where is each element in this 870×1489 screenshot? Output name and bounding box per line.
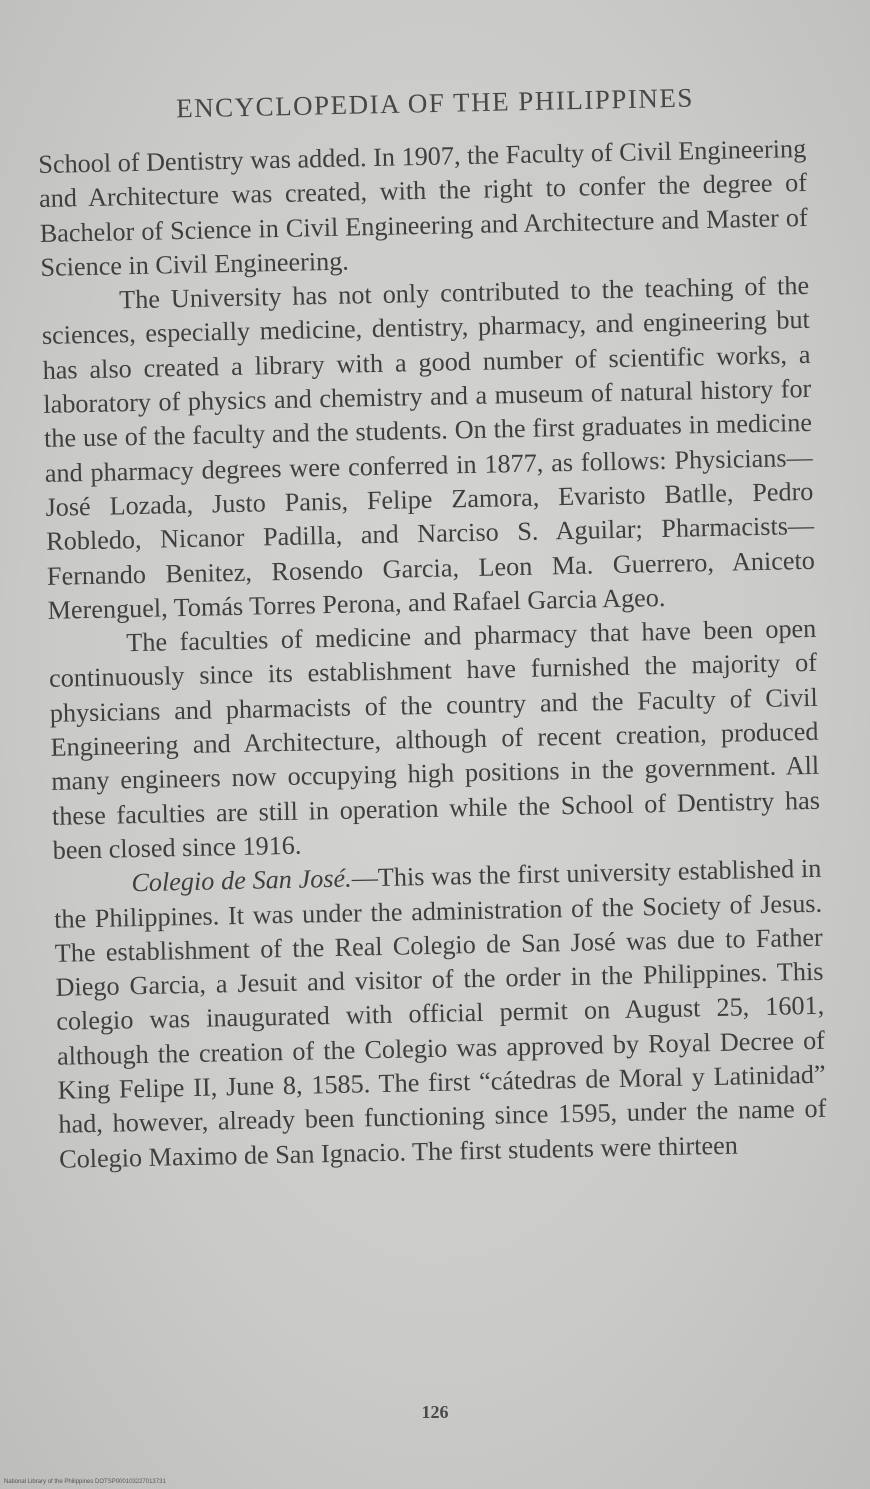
paragraph-2: The University has not only contributed to the teaching of the sciences, especially medicine, dentistry, pharmacy, and engineering but has also created a library with a good number of scientific works, a laboratory of physics and chemistry and a museum of natural history for the use of the faculty and the students. On the first graduates in medicine and pharmacy degrees were conferred in 1877, as follows: Physicians—José Lozada, Justo Panis, Felipe Zamora, Evaristo Batlle, Pedro Robledo, Nicanor Padilla, and Narciso S. Aguilar; Pharmacists—Fernando Benitez, Rosendo Garcia, Leon Ma. Guerrero, Aniceto Merenguel, Tomás Torres Perona, and Rafael Garcia Ageo. xyxy=(41,271,816,625)
library-stamp: National Library of the Philippines DOTSP000103227013731 xyxy=(4,1479,166,1485)
paragraph-4-text: —This was the first university established in the Philippines. It was under the administration of the Society of Jesus. The establishment of the Real Colegio de San José was due to Father Diego Garcia, a Jesuit and visitor of the order in the Philippines. This colegio was inaugurated with official permit on August 25, 1601, although the creation of the Colegio was approved by Royal Decree of King Felipe II, June 8, 1585. The first “cátedras de Moral y Latinidad” had, however, already been functioning since 1595, under the name of Colegio Maximo de San Ignacio. The first students were thirteen xyxy=(53,853,827,1174)
body-text xyxy=(38,132,827,1177)
page-number: 126 xyxy=(421,1402,449,1422)
paragraph-4 xyxy=(53,852,827,1177)
paragraph-1: School of Dentistry was added. In 1907, the Faculty of Civil Engineering and Architecture was created, with the right to confer the degree of Bachelor of Science in Civil Engineering and Architecture and Master of Science in Civil Engineering. xyxy=(38,133,808,282)
paragraph-3: The faculties of medicine and pharmacy that have been open continuously since its establishment have furnished the majority of physicians and pharmacists of the country and the Faculty of Civil Engineering and Architecture, although of recent creation, produced many engineers now occupying high positions in the government. All these faculties are still in operation while the School of Dentistry has been closed since 1916. xyxy=(48,613,821,865)
paragraph-4-title: Colegio de San José. xyxy=(131,863,352,898)
running-header: ENCYCLOPEDIA OF THE PHILIPPINES xyxy=(175,82,695,124)
